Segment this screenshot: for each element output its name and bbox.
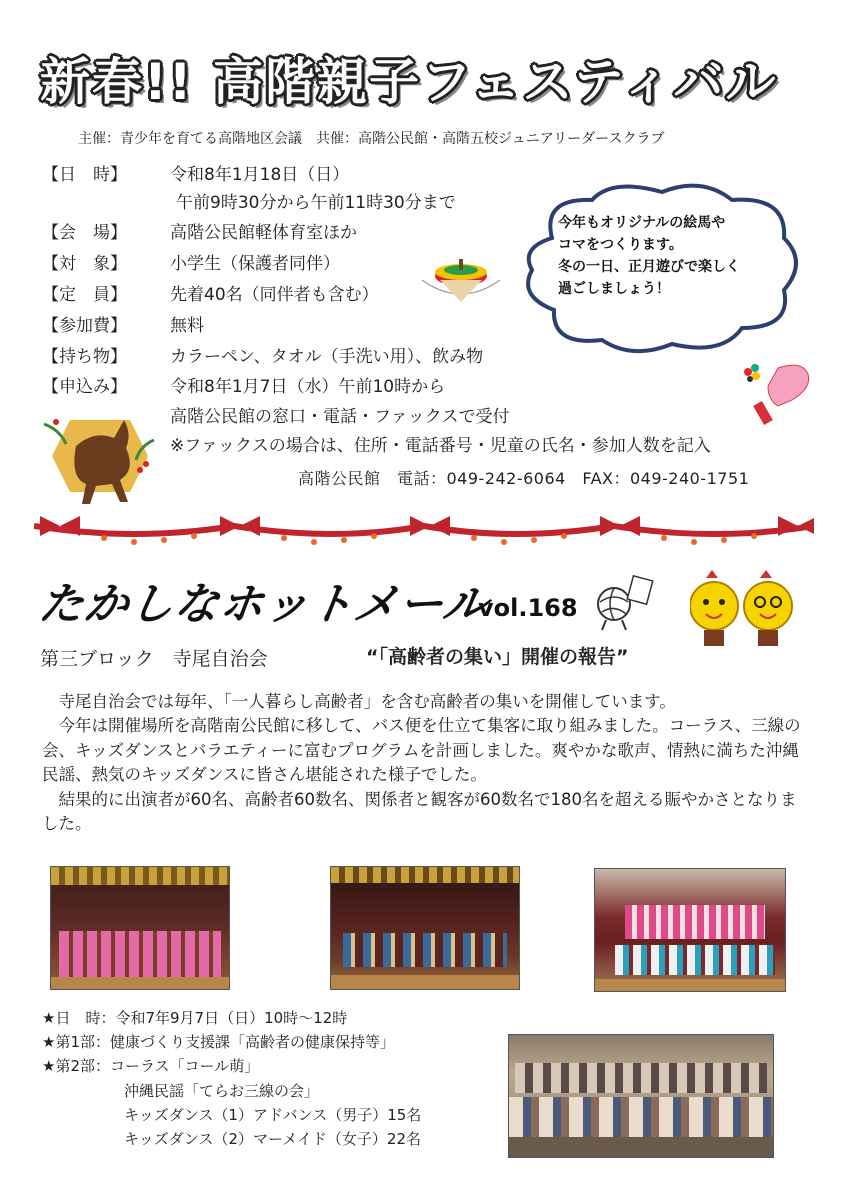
info-value: カラーペン、タオル（手洗い用）、飲み物 xyxy=(170,347,484,367)
schedule-item: キッズダンス（2）マーメイド（女子）22名 xyxy=(124,1130,421,1149)
paragraph: 今年は開催場所を高階南公民館に移して、バス便を仕立て集客に取り組みました。コーラス、三線の会、キッズダンスとバラエティーに富むプログラムを計画しました。爽やかな歌声、情熱に満ちた沖縄民謡、熱気のキッズダンスに皆さん堪能された様子でした。 xyxy=(42,716,801,785)
info-label: 【申込み】 xyxy=(42,377,127,397)
mascot-characters-icon xyxy=(690,566,800,652)
report-body xyxy=(42,690,810,836)
sanshin-photo xyxy=(330,866,520,990)
chorus-photo xyxy=(50,866,230,990)
organizers-line: 主催：青少年を育てる高階地区会議 共催：高階公民館・高階五校ジュニアリーダースクラブ xyxy=(78,131,665,147)
info-value: 先着40名（同伴者も含む） xyxy=(170,285,379,305)
info-value: 令和8年1月7日（水）午前10時から xyxy=(170,377,446,397)
audience-photo xyxy=(508,1034,774,1158)
event-schedule xyxy=(42,1006,421,1151)
info-label: 【対 象】 xyxy=(42,254,127,274)
info-row-belongings xyxy=(42,342,483,367)
info-value: 高階公民館軽体育室ほか xyxy=(170,223,357,243)
info-label: 【日 時】 xyxy=(42,165,127,185)
paragraph: 結果的に出演者が60名、高齢者60数名、関係者と観客が60数名で180名を超える賑やかさとなりました。 xyxy=(42,789,797,834)
schedule-item: 沖縄民謡「てらお三線の会」 xyxy=(124,1081,320,1100)
block-name: 第三ブロック 寺尾自治会 xyxy=(40,648,268,670)
info-row-capacity xyxy=(42,280,379,305)
kids-dance-photo xyxy=(594,868,786,992)
info-value: 無料 xyxy=(170,316,204,336)
info-row-apply xyxy=(42,372,445,397)
volume-number: vol.168 xyxy=(478,594,578,622)
apply-detail: 高階公民館の窓口・電話・ファックスで受付 xyxy=(170,407,510,427)
info-row-target xyxy=(42,249,340,274)
spinning-top-icon xyxy=(418,258,504,310)
info-label: 【持ち物】 xyxy=(42,347,127,367)
contact-line: 高階公民館 電話：049-242-6064 FAX：049-240-1751 xyxy=(298,469,750,488)
info-row-date xyxy=(42,160,349,185)
globe-mascot-icon xyxy=(594,574,656,632)
report-title: “「高齢者の集い」開催の報告” xyxy=(366,646,629,668)
schedule-item: キッズダンス（1）アドバンス（男子）15名 xyxy=(124,1105,422,1124)
schedule-part1: ★第1部：健康づくり支援課「高齢者の健康保持等」 xyxy=(42,1033,395,1052)
time-detail: 午前9時30分から午前11時30分まで xyxy=(176,193,456,213)
hagoita-icon xyxy=(738,360,812,428)
info-value: 令和8年1月18日（日） xyxy=(170,165,350,185)
schedule-part2: ★第2部：コーラス「コール萌」 xyxy=(42,1057,260,1076)
info-row-venue xyxy=(42,218,357,243)
paragraph: 寺尾自治会では毎年、「一人暮らし高齢者」を含む高齢者の集いを開催しています。 xyxy=(58,692,676,711)
info-label: 【会 場】 xyxy=(42,223,127,243)
info-value: 小学生（保護者同伴） xyxy=(170,254,340,274)
fax-note: ※ファックスの場合は、住所・電話番号・児童の氏名・参加人数を記入 xyxy=(170,436,711,456)
ribbon-garland xyxy=(34,508,814,554)
info-label: 【参加費】 xyxy=(42,316,127,336)
cloud-message: 今年もオリジナルの絵馬や コマをつくります。 冬の一日、正月遊びで楽しく 過ごしましょう！ xyxy=(558,215,740,297)
info-row-fee xyxy=(42,311,204,336)
schedule-date: ★日 時：令和7年9月7日（日）10時〜12時 xyxy=(42,1009,348,1027)
newsletter-title: たかしなホットメール xyxy=(35,579,492,630)
festival-title: 新春!! 高階親子フェスティバル xyxy=(40,53,778,111)
horse-icon xyxy=(36,400,162,512)
info-label: 【定 員】 xyxy=(42,285,127,305)
